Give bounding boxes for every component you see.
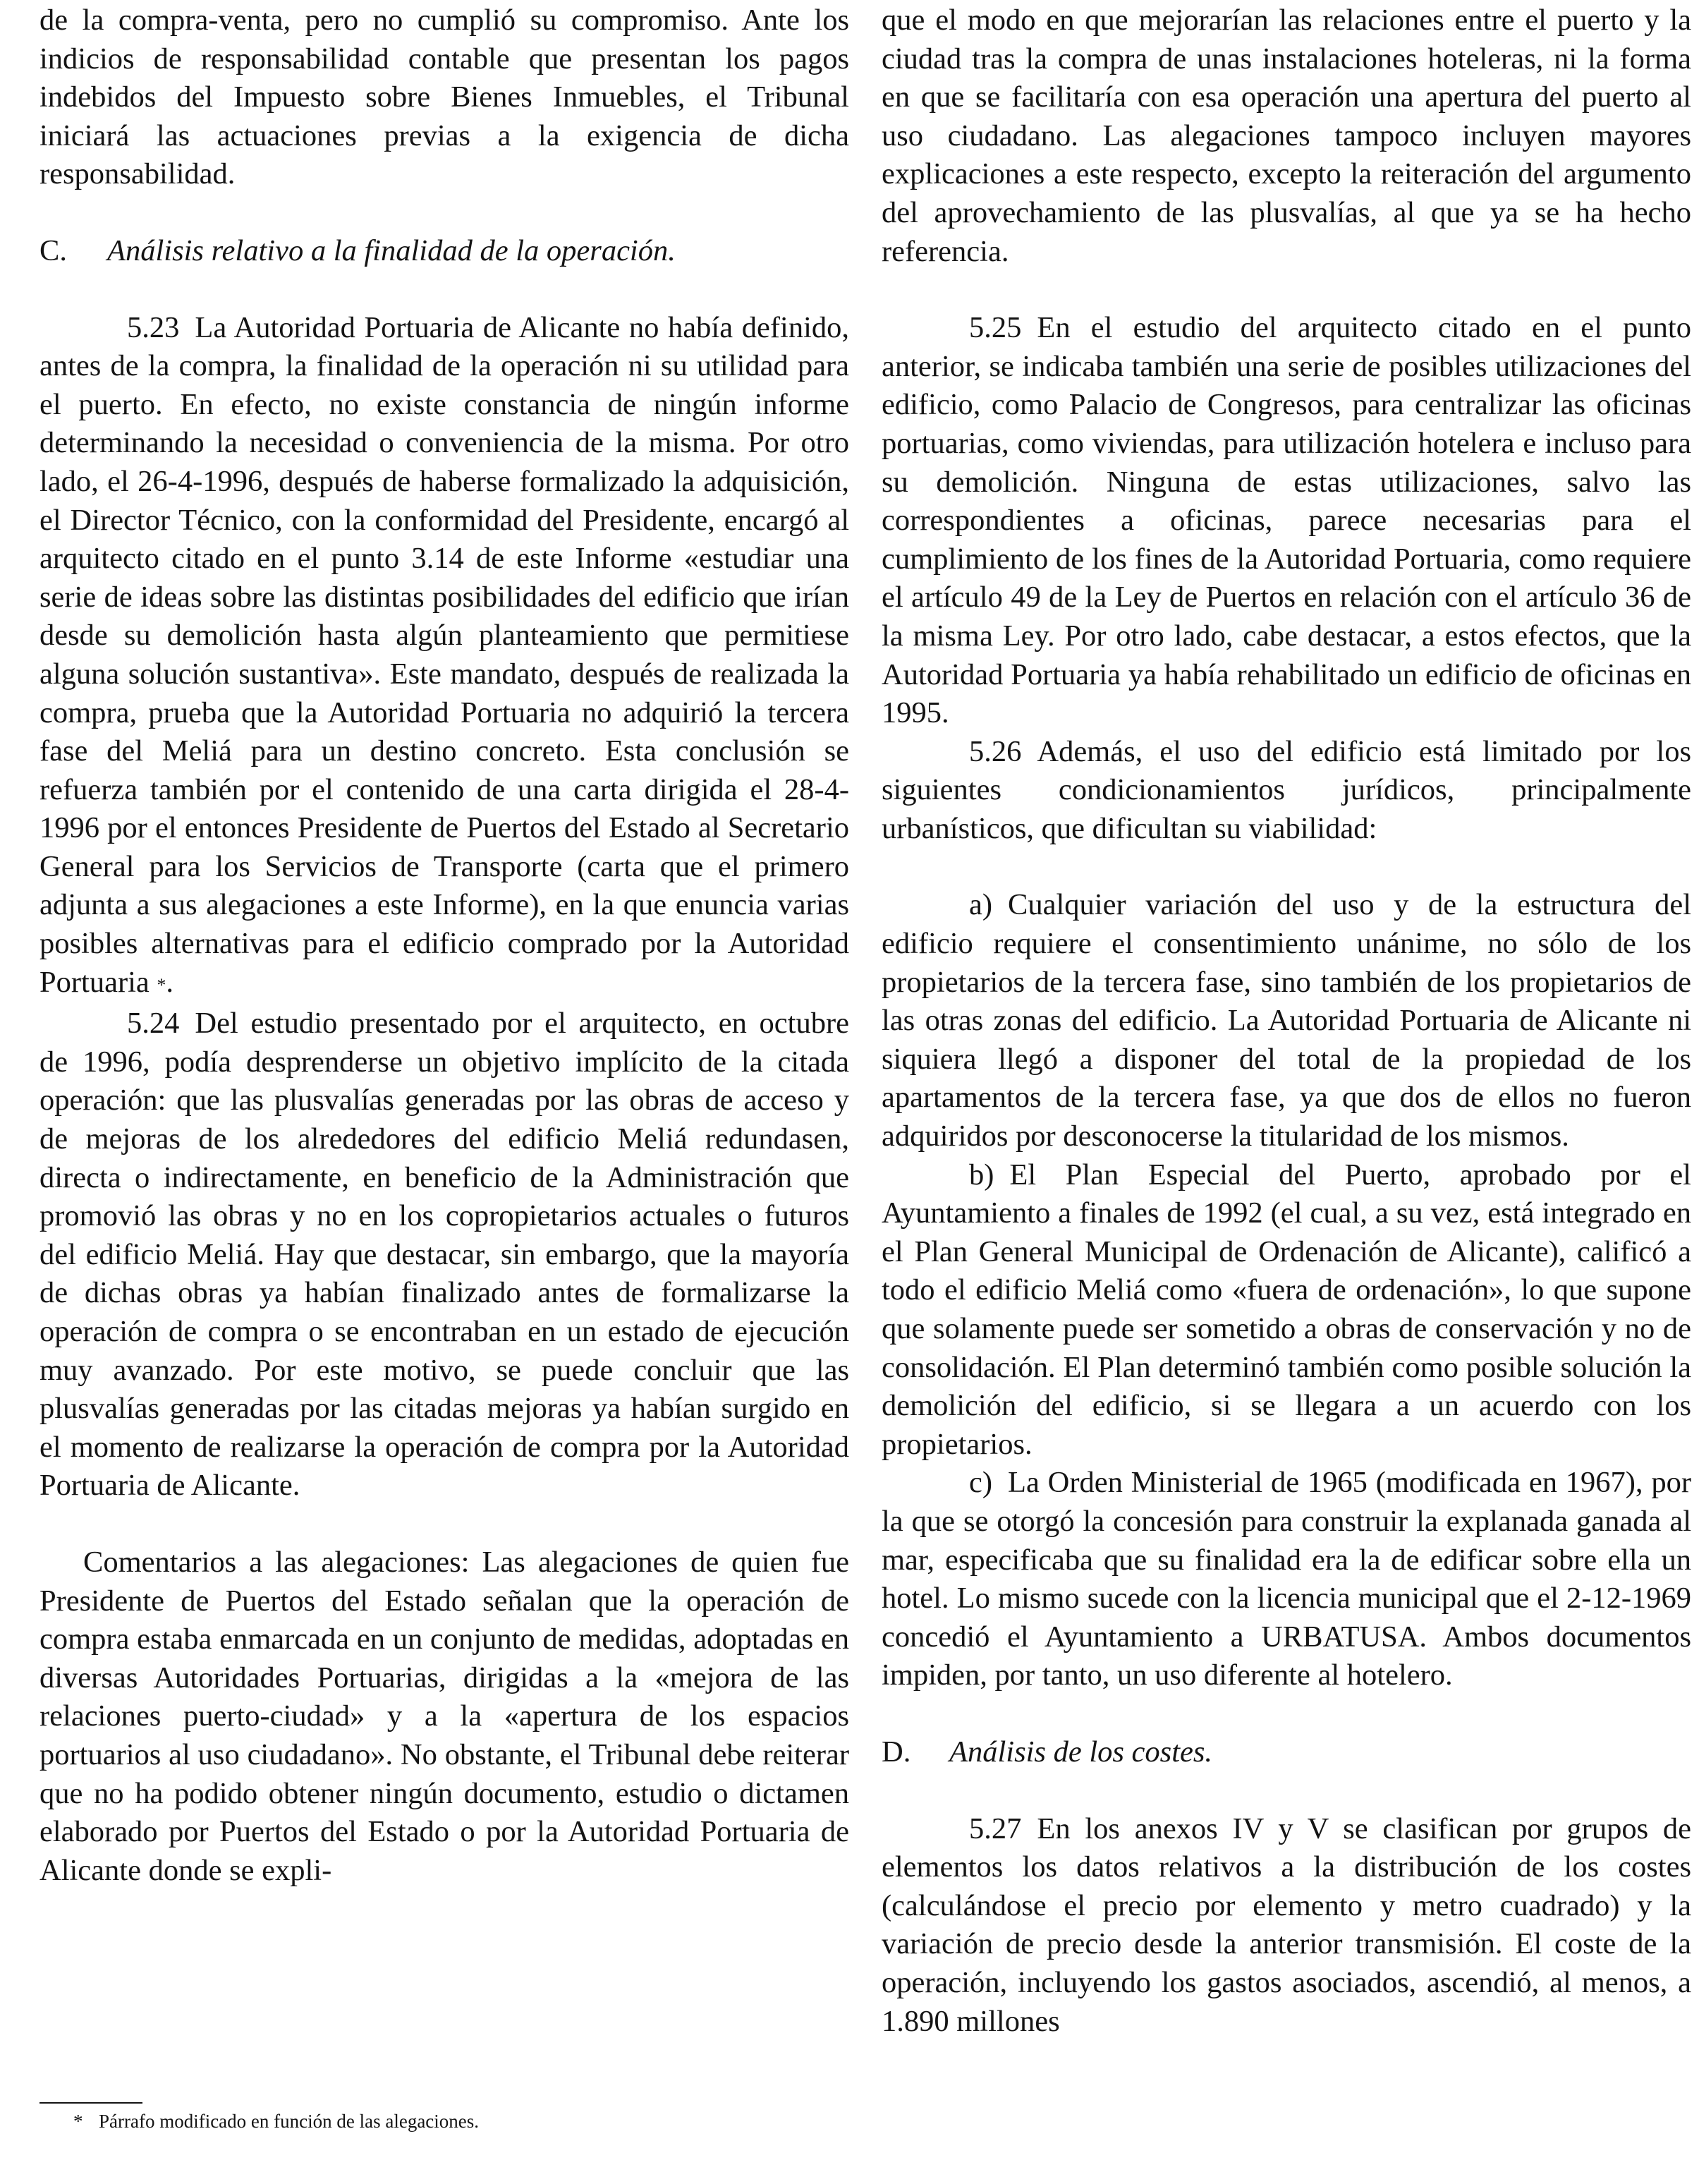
footnote-reference: *: [157, 974, 166, 995]
comments-paragraph: Comentarios a las alegaciones: Las alegaciones de quien fue Presidente de Puertos del Estado señalan que la operación de compra estaba enmarcada en un conjunto de medidas, adoptadas en diversas Autoridades Portuarias, dirigidas a la «mejora de las relaciones puerto-ciudad» y a la «apertura de los espacios portuarios al uso ciudadano». No obstante, el Tribunal debe reiterar que no ha podido obtener ningún documento, estudio o dictamen elaborado por Puertos del Estado o por la Autoridad Portuaria de Alicante donde se expli-: [39, 1545, 849, 1887]
footnote-mark: *: [73, 2111, 83, 2132]
section-c-label: C.: [39, 233, 67, 267]
paragraph-number: 5.27: [969, 1812, 1022, 1845]
footnote: [73, 2109, 479, 2133]
list-item-b: [882, 1156, 1691, 1464]
section-c-heading: [39, 232, 849, 271]
list-item-c: [882, 1464, 1691, 1695]
continued-paragraph: que el modo en que mejorarían las relaciones entre el puerto y la ciudad tras la compra de unas instalaciones hoteleras, ni la forma en que se facilitaría con esa operación una apertura del puerto al uso ciudadano. Las alegaciones tampoco incluyen mayores explicaciones a este respecto, excepto la reiteración del argumento del aprovechamiento de las plusvalías, al que ya se ha hecho referencia.: [882, 4, 1691, 268]
list-item-text: El Plan Especial del Puerto, aprobado por el Ayuntamiento a finales de 1992 (el cual, a su vez, está integrado en el Plan General Municipal de Ordenación de Alicante), calificó a todo el edificio Meliá como «fuera de ordenación», lo que supone que solamente puede ser sometido a obras de conservación y no de consolidación. El Plan determinó también como posible solución la demolición del edificio, si se llegara a un acuerdo con los propietarios.: [882, 1158, 1691, 1461]
list-item-label: c): [969, 1466, 993, 1500]
section-d-label: D.: [882, 1735, 911, 1769]
paragraph-text: Del estudio presentado por el arquitecto, en octubre de 1996, podía desprenderse un objetivo implícito de la citada operación: que las plusvalías generadas por las obras de acceso y de mejoras de los alrededores del edificio Meliá redundasen, directa o indirectamente, en beneficio de la Administración que promovió las obras y no en los copropietarios actuales o futuros del edificio Meliá. Hay que destacar, sin embargo, que la mayoría de dichas obras ya habían finalizado antes de formalizarse la operación de compra o se encontraban en un estado de ejecución muy avanzado. Por este motivo, se puede concluir que las plusvalías generadas por las citadas mejoras ya habían surgido en el momento de realizarse la operación de compra por la Autoridad Portuaria de Alicante.: [39, 1007, 849, 1503]
paragraph-5-24: [39, 1005, 849, 1505]
paragraph-text: Además, el uso del edificio está limitado por los siguientes condicionamientos jurídicos, principalmente urbanísticos, que dificultan su viabilidad:: [882, 734, 1691, 845]
intro-paragraph: de la compra-venta, pero no cumplió su compromiso. Ante los indicios de responsabilidad contable que presentan los pagos indebidos del Impuesto sobre Bienes Inmuebles, el Tribunal iniciará las actuaciones previas a la exigencia de dicha responsabilidad.: [39, 4, 849, 191]
paragraph-number: 5.25: [969, 311, 1022, 345]
paragraph-5-25: [882, 309, 1691, 733]
footnote-divider: [39, 2102, 142, 2104]
paragraph-5-27: [882, 1810, 1691, 2042]
right-column: [882, 1, 1691, 2041]
list-item-label: b): [969, 1158, 994, 1191]
paragraph-5-26: [882, 733, 1691, 849]
list-item-label: a): [969, 888, 993, 922]
paragraph-number: 5.26: [969, 734, 1022, 768]
section-c-title: Análisis relativo a la finalidad de la operación.: [107, 233, 676, 267]
paragraph-number: 5.24: [127, 1007, 180, 1041]
section-d-title: Análisis de los costes.: [949, 1735, 1213, 1769]
paragraph-text: En el estudio del arquitecto citado en el punto anterior, se indicaba también una serie de posibles utilizaciones del edificio, como Palacio de Congresos, para centralizar las oficinas portuarias, como viviendas, para utilización hotelera e incluso para su demolición. Ninguna de estas utilizaciones, salvo las correspondientes a oficinas, parece necesarias para el cumplimiento de los fines de la Autoridad Portuaria, como requiere el artículo 49 de la Ley de Puertos en relación con el artículo 36 de la misma Ley. Por otro lado, cabe destacar, a estos efectos, que la Autoridad Portuaria ya había rehabilitado un edificio de oficinas en 1995.: [882, 311, 1691, 730]
list-item-text: Cualquier variación del uso y de la estructura del edificio requiere el consentimiento unánime, no sólo de los propietarios de la tercera fase, sino también de los propietarios de las otras zonas del edificio. La Autoridad Portuaria de Alicante ni siquiera llegó a disponer del total de la propiedad de los apartamentos de la tercera fase, ya que dos de ellos no fueron adquiridos por desconocerse la titularidad de los mismos.: [882, 888, 1691, 1153]
paragraph-text: La Autoridad Portuaria de Alicante no había definido, antes de la compra, la finalidad de la operación ni su utilidad para el puerto. En efecto, no existe constancia de ningún informe determinando la necesidad o conveniencia de la misma. Por otro lado, el 26-4-1996, después de haberse formalizado la adquisición, el Director Técnico, con la conformidad del Presidente, encargó al arquitecto citado en el punto 3.14 de este Informe «estudiar una serie de ideas sobre las distintas posibilidades del edificio que irían desde su demolición hasta algún planteamiento que permitiese alguna solución sustantiva». Este mandato, después de realizada la compra, prueba que la Autoridad Portuaria no adquirió la tercera fase del Meliá para un destino concreto. Esta conclusión se refuerza también por el contenido de una carta dirigida el 28-4-1996 por el entonces Presidente de Puertos del Estado al Secretario General para los Servicios de Transporte (carta que el primero adjunta a sus alegaciones a este Informe), en la que enuncia varias posibles alternativas para el edificio comprado por la Autoridad Portuaria: [39, 310, 849, 999]
list-item-text: La Orden Ministerial de 1965 (modificada en 1967), por la que se otorgó la concesión para construir la explanada ganada al mar, especificaba que su finalidad era la de edificar sobre ella un hotel. Lo mismo sucede con la licencia municipal que el 2-12-1969 concedió el Ayuntamiento a URBATUSA. Ambos documentos impiden, por tanto, un uso diferente al hotelero.: [882, 1466, 1691, 1692]
section-d-heading: [882, 1733, 1691, 1772]
list-item-a: [882, 886, 1691, 1155]
paragraph-end: .: [166, 965, 174, 999]
left-column: [39, 1, 849, 1890]
paragraph-text: En los anexos IV y V se clasifican por grupos de elementos los datos relativos a la distribución de los costes (calculándose el precio por elemento y metro cuadrado) y la variación de precio desde la anterior transmisión. El coste de la operación, incluyendo los gastos asociados, ascendió, al menos, a 1.890 millones: [882, 1812, 1691, 2038]
paragraph-number: 5.23: [127, 310, 180, 344]
footnote-text: Párrafo modificado en función de las alegaciones.: [99, 2111, 480, 2132]
paragraph-5-23: [39, 309, 849, 1005]
